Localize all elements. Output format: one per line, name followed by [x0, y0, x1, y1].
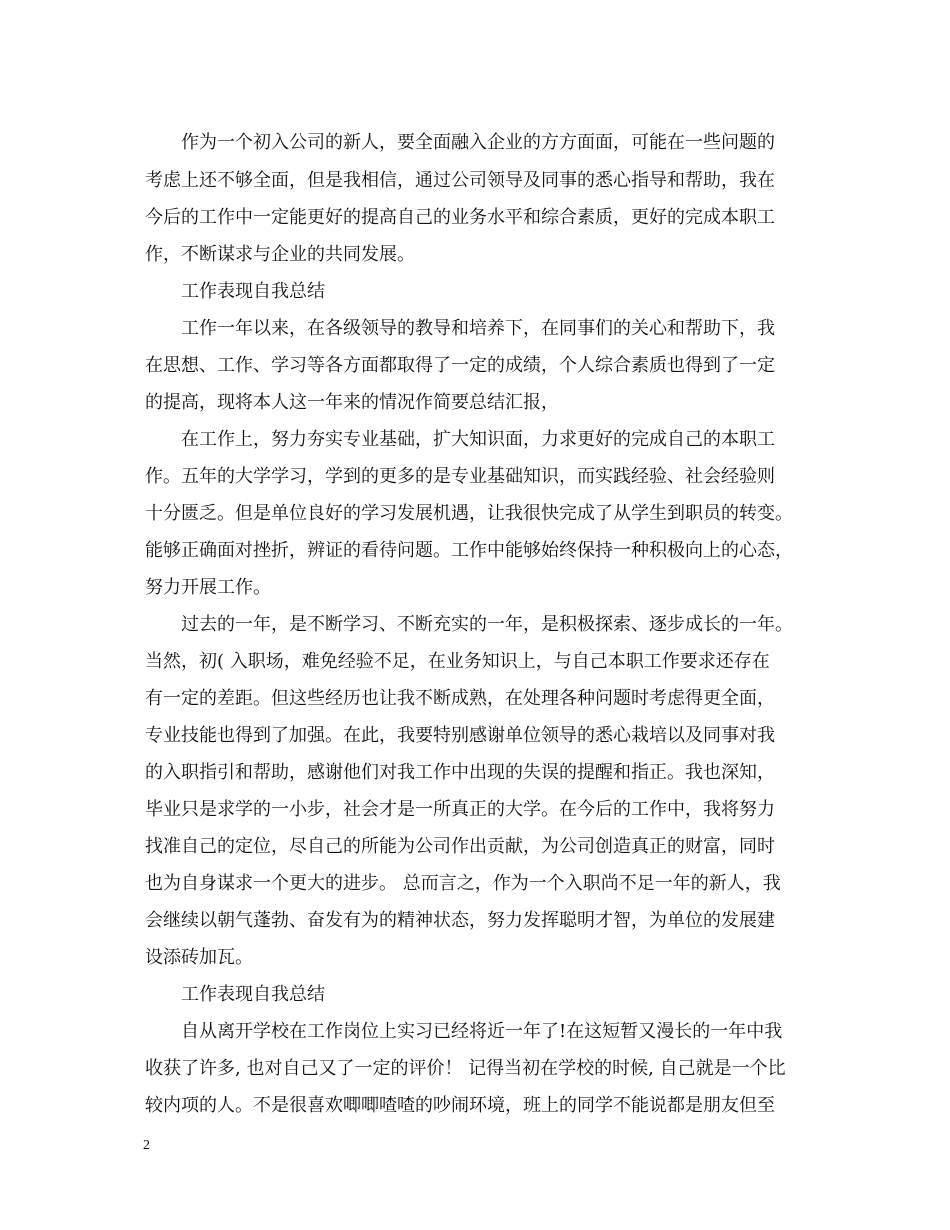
- text-line: 考虑上还不够全面，但是我相信，通过公司领导及同事的悉心指导和帮助，我在: [145, 170, 775, 191]
- text-line: 能够正确面对挫折，辨证的看待问题。工作中能够始终保持一种积极向上的心态，: [145, 540, 793, 561]
- text-line: 专业技能也得到了加强。在此，我要特别感谢单位领导的悉心栽培以及同事对我: [145, 725, 775, 746]
- text-line: 在思想、工作、学习等各方面都取得了一定的成绩，个人综合素质也得到了一定: [145, 355, 775, 376]
- text-line: 今后的工作中一定能更好的提高自己的业务水平和综合素质，更好的完成本职工: [145, 207, 775, 228]
- text-line: 找准自己的定位，尽自己的所能为公司作出贡献，为公司创造真正的财富，同时: [145, 836, 775, 857]
- text-line: 设添砖加瓦。: [145, 947, 253, 968]
- section-heading: 工作表现自我总结: [145, 281, 325, 302]
- text-line: 会继续以朝气蓬勃、奋发有为的精神状态，努力发挥聪明才智，为单位的发展建: [145, 910, 775, 931]
- text-line: 当然，初( 入职场，难免经验不足，在业务知识上，与自己本职工作要求还存在: [145, 651, 770, 672]
- page-number: 2: [143, 1138, 150, 1153]
- text-line: 的提高，现将本人这一年来的情况作简要总结汇报，: [145, 392, 559, 413]
- text-line: 较内项的人。不是很喜欢唧唧喳喳的吵闹环境，班上的同学不能说都是朋友但至: [145, 1095, 775, 1116]
- text-line: 在工作上，努力夯实专业基础，扩大知识面，力求更好的完成自己的本职工: [145, 429, 775, 450]
- text-line: 收获了许多, 也对自己又了一定的评价！ 记得当初在学校的时候, 自己就是一个比: [145, 1058, 786, 1079]
- text-line: 毕业只是求学的一小步，社会才是一所真正的大学。在今后的工作中，我将努力: [145, 799, 775, 820]
- text-line: 作，不断谋求与企业的共同发展。: [145, 244, 415, 265]
- text-line: 自从离开学校在工作岗位上实习已经将近一年了!在这短暂又漫长的一年中我: [145, 1021, 783, 1042]
- section-heading: 工作表现自我总结: [145, 984, 325, 1005]
- text-line: 过去的一年，是不断学习、不断充实的一年，是积极探索、逐步成长的一年。: [145, 614, 793, 635]
- text-line: 作。五年的大学学习，学到的更多的是专业基础知识，而实践经验、社会经验则: [145, 466, 775, 487]
- text-line: 努力开展工作。: [145, 577, 271, 598]
- text-line: 有一定的差距。但这些经历也让我不断成熟，在处理各种问题时考虑得更全面，: [145, 688, 775, 709]
- text-line: 也为自身谋求一个更大的进步。 总而言之，作为一个入职尚不足一年的新人，我: [145, 873, 781, 894]
- text-line: 十分匮乏。但是单位良好的学习发展机遇，让我很快完成了从学生到职员的转变。: [145, 503, 793, 524]
- text-line: 工作一年以来，在各级领导的教导和培养下，在同事们的关心和帮助下，我: [145, 318, 775, 339]
- text-line: 作为一个初入公司的新人，要全面融入企业的方方面面，可能在一些问题的: [145, 132, 775, 153]
- text-line: 的入职指引和帮助，感谢他们对我工作中出现的失误的提醒和指正。我也深知，: [145, 762, 775, 783]
